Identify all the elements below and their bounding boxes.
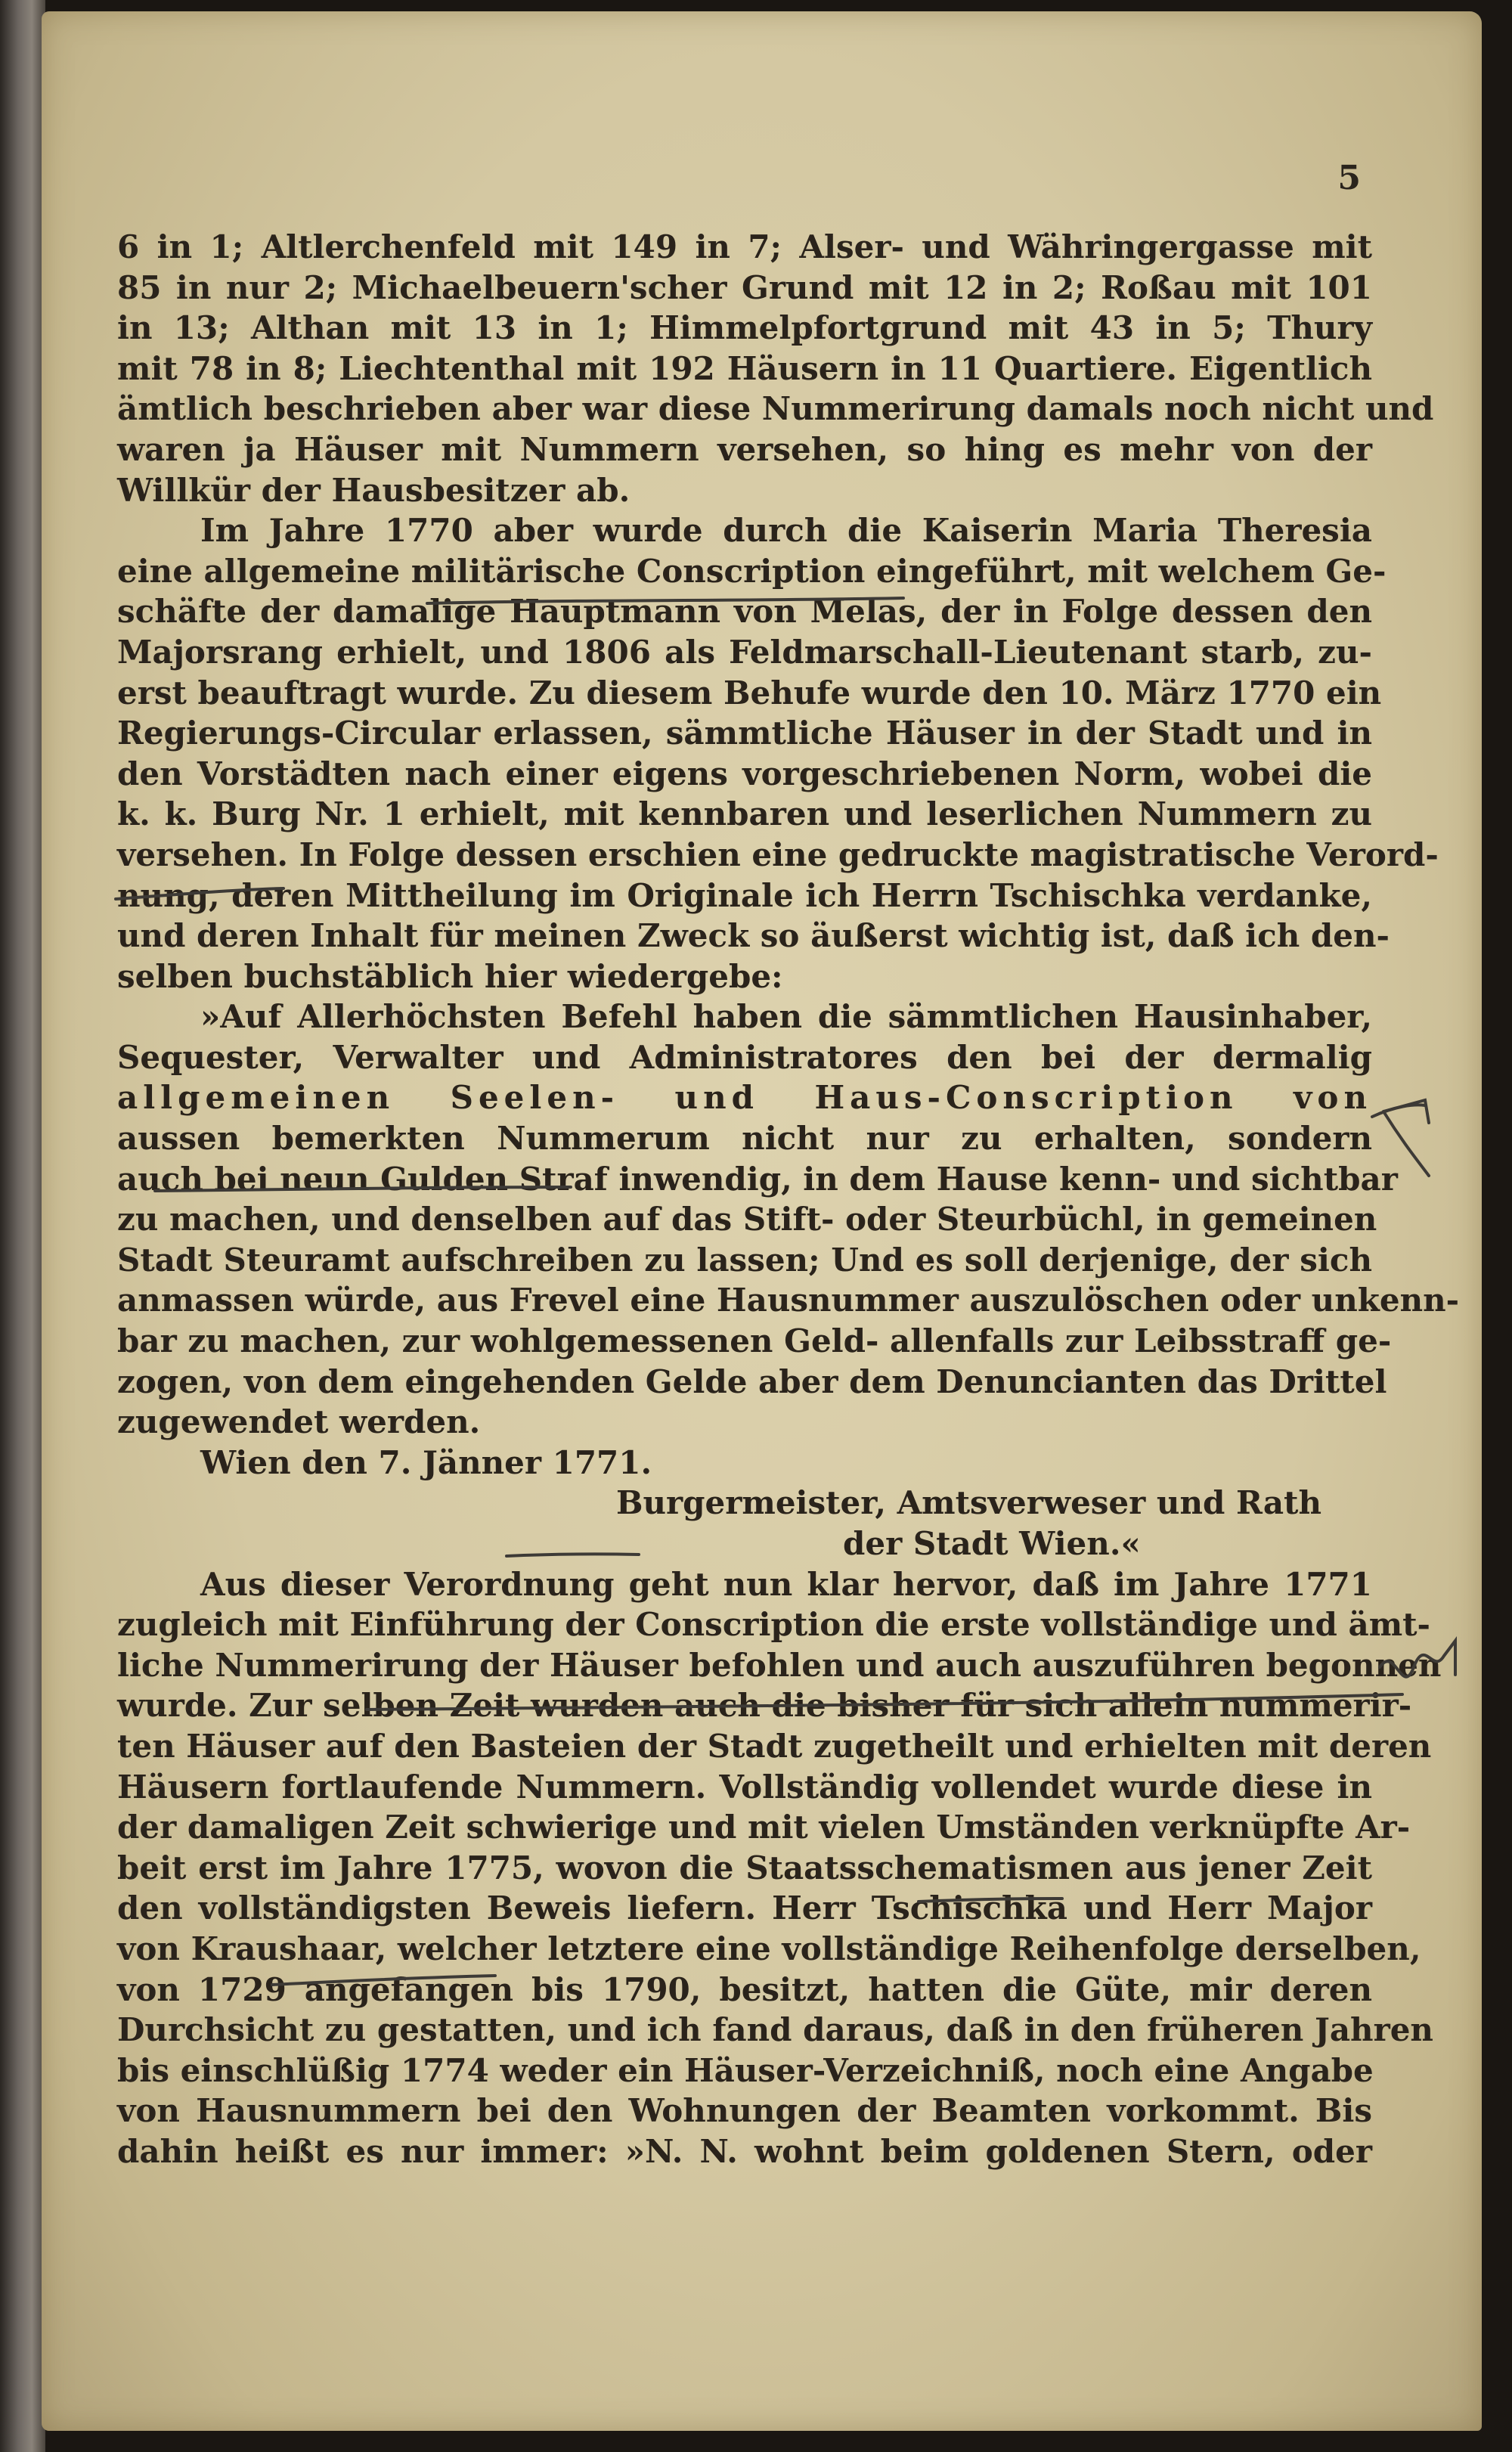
- quote-line: zogen, von dem eingehenden Gelde aber dem Denuncianten das Drittel: [117, 1362, 1387, 1400]
- quote-line: zu machen, und denselben auf das Stift- oder Steurbüchl, in gemeinen: [117, 1201, 1377, 1238]
- text-line: k. k. Burg Nr. 1 erhielt, mit kennbaren und leserlichen Nummern zu: [117, 795, 1372, 833]
- text-line: liche Nummerirung der Häuser befohlen und auch auszuführen begonnen: [117, 1646, 1442, 1684]
- text-line: ämtlich beschrieben aber war diese Nummerirung damals noch nicht und: [117, 390, 1434, 428]
- text-line: Regierungs-Circular erlassen, sämmtliche Häuser in der Stadt und in: [117, 715, 1372, 752]
- quote-line: bar zu machen, zur wohlgemessenen Geld- allenfalls zur Leibsstraff ge-: [117, 1322, 1392, 1360]
- text-line: Willkür der Hausbesitzer ab.: [117, 471, 631, 509]
- text-line: 85 in nur 2; Michaelbeuern'scher Grund mit 12 in 2; Roßau mit 101: [117, 268, 1372, 306]
- text-line: in 13; Althan mit 13 in 1; Himmelpfortgrund mit 43 in 5; Thury: [117, 309, 1372, 347]
- book-binding-edge: [0, 0, 45, 2452]
- text-line: erst beauftragt wurde. Zu diesem Behufe wurde den 10. März 1770 ein: [117, 674, 1382, 711]
- quote-signature: Burgermeister, Amtsverweser und Rath: [616, 1484, 1321, 1522]
- text-line: von 1729 angefangen bis 1790, besitzt, hatten die Güte, mir deren: [117, 1970, 1372, 2008]
- text-line: von Hausnummern bei den Wohnungen der Beamten vorkommt. Bis: [117, 2092, 1372, 2130]
- text-line: versehen. In Folge dessen erschien eine gedruckte magistratische Verord-: [117, 835, 1439, 873]
- text-line: eine allgemeine militärische Conscription eingeführt, mit welchem Ge-: [117, 552, 1387, 590]
- quote-date: Wien den 7. Jänner 1771.: [200, 1443, 652, 1481]
- text-line: Majorsrang erhielt, und 1806 als Feldmarschall-Lieutenant starb, zu-: [117, 633, 1372, 671]
- text-line: Häusern fortlaufende Nummern. Vollständig vollendet wurde diese in: [117, 1768, 1372, 1806]
- text-line: 6 in 1; Altlerchenfeld mit 149 in 7; Alser- und Währingergasse mit: [117, 228, 1372, 265]
- text-line: nung, deren Mittheilung im Originale ich Herrn Tschischka verdanke,: [117, 876, 1372, 914]
- text-line: beit erst im Jahre 1775, wovon die Staatsschematismen aus jener Zeit: [117, 1849, 1372, 1886]
- quote-line: Stadt Steuramt aufschreiben zu lassen; Und es soll derjenige, der sich: [117, 1241, 1372, 1279]
- page-number: 5: [1337, 159, 1361, 197]
- quote-signature: der Stadt Wien.«: [843, 1525, 1141, 1562]
- arrow-mark-icon: [1372, 1105, 1425, 1117]
- text-line: waren ja Häuser mit Nummern versehen, so hing es mehr von der: [117, 430, 1372, 468]
- text-line: selben buchstäblich hier wiedergebe:: [117, 957, 783, 995]
- text-line: wurde. Zur selben Zeit wurden auch die bisher für sich allein nummerir-: [117, 1687, 1412, 1725]
- paragraph-start-line: Aus dieser Verordnung geht nun klar hervor, daß im Jahre 1771: [200, 1565, 1372, 1603]
- quote-start-line: »Auf Allerhöchsten Befehl haben die sämmtlichen Hausinhaber,: [200, 998, 1372, 1036]
- text-line: schäfte der damalige Hauptmann von Melas, der in Folge dessen den: [117, 593, 1372, 631]
- quote-line: anmassen würde, aus Frevel eine Hausnummer auszulöschen oder unkenn-: [117, 1282, 1460, 1319]
- text-line: und deren Inhalt für meinen Zweck so äußerst wichtig ist, daß ich den-: [117, 917, 1390, 955]
- text-line: dahin heißt es nur immer: »N. N. wohnt beim goldenen Stern, oder: [117, 2132, 1372, 2170]
- text-line: von Kraushaar, welcher letztere eine vollständige Reihenfolge derselben,: [117, 1930, 1421, 1967]
- quote-line: auch bei neun Gulden Straf inwendig, in dem Hause kenn- und sichtbar: [117, 1160, 1398, 1198]
- text-line: Durchsicht zu gestatten, und ich fand daraus, daß in den früheren Jahren: [117, 2011, 1433, 2049]
- quote-line: zugewendet werden.: [117, 1403, 481, 1441]
- text-line: zugleich mit Einführung der Conscription die erste vollständige und ämt-: [117, 1606, 1430, 1644]
- text-line: den vollständigsten Beweis liefern. Herr Tschischka und Herr Major: [117, 1889, 1372, 1927]
- text-line: den Vorstädten nach einer eigens vorgeschriebenen Norm, wobei die: [117, 755, 1372, 792]
- body-text: [117, 227, 1460, 2172]
- text-line: ten Häuser auf den Basteien der Stadt zugetheilt und erhielten mit deren: [117, 1727, 1432, 1765]
- quote-line: aussen bemerkten Nummerum nicht nur zu erhalten, sondern: [117, 1120, 1372, 1158]
- text-line: bis einschlüßig 1774 weder ein Häuser-Verzeichniß, noch eine Angabe: [117, 2051, 1374, 2089]
- quote-line-spaced: allgemeinen Seelen- und Haus-Conscription von: [117, 1079, 1372, 1117]
- text-line: der damaligen Zeit schwierige und mit vielen Umständen verknüpfte Ar-: [117, 1809, 1411, 1846]
- text-line: mit 78 in 8; Liechtenthal mit 192 Häusern in 11 Quartiere. Eigentlich: [117, 349, 1372, 387]
- quote-line: Sequester, Verwalter und Administratores den bei der dermalig: [117, 1038, 1372, 1076]
- paragraph-start-line: Im Jahre 1770 aber wurde durch die Kaiserin Maria Theresia: [200, 512, 1372, 550]
- book-page: [42, 11, 1482, 2431]
